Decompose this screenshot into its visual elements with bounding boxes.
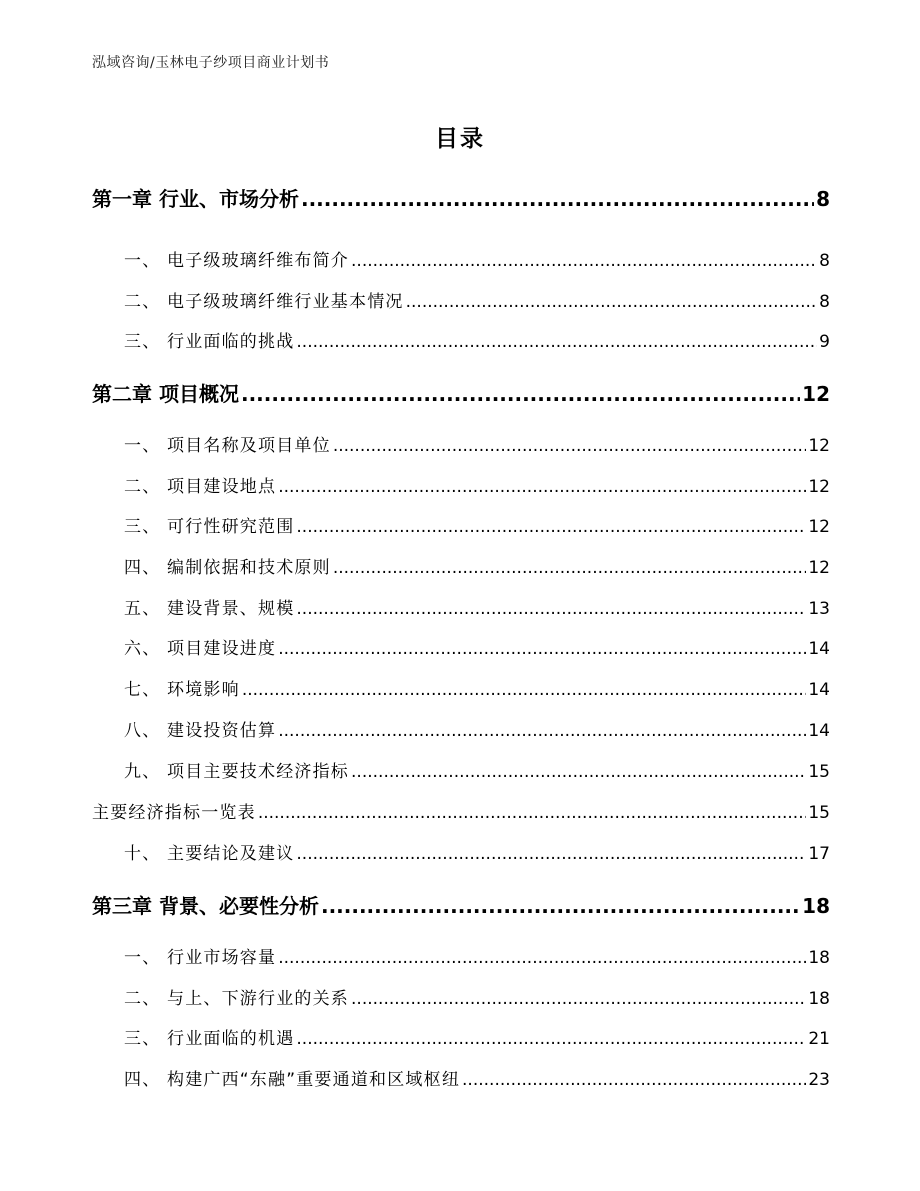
- toc-entry-label: 七、 环境影响: [124, 680, 240, 700]
- toc-entry-chapter-2[interactable]: [92, 378, 830, 407]
- toc-page-number: 14: [808, 680, 830, 700]
- toc-entry-label: 二、 与上、下游行业的关系: [124, 989, 350, 1009]
- toc-entry-section[interactable]: [92, 1065, 830, 1090]
- toc-page-number: 12: [808, 558, 830, 578]
- dot-leader: [301, 187, 814, 211]
- dot-leader: [351, 762, 806, 782]
- toc-page-number: 17: [808, 844, 830, 864]
- toc-page-number: 13: [808, 599, 830, 619]
- toc-entry-label: 主要经济指标一览表: [92, 803, 256, 823]
- toc-entry-section[interactable]: [92, 943, 830, 968]
- toc-entry-section[interactable]: [92, 634, 830, 659]
- toc-page-number: 12: [808, 517, 830, 537]
- dot-leader: [406, 292, 818, 312]
- dot-leader: [258, 803, 807, 823]
- toc-page-number: 9: [819, 332, 830, 352]
- dot-leader: [242, 680, 807, 700]
- dot-leader: [321, 894, 800, 918]
- toc-entry-section[interactable]: [92, 839, 830, 864]
- toc-entry-section[interactable]: [92, 757, 830, 782]
- toc-page-number: 18: [808, 948, 830, 968]
- toc-entry-label: 二、 电子级玻璃纤维行业基本情况: [124, 292, 404, 312]
- toc-entry-label: 第三章 背景、必要性分析: [92, 894, 319, 918]
- toc-entry-label: 一、 项目名称及项目单位: [124, 436, 331, 456]
- dot-leader: [296, 599, 806, 619]
- toc-entry-label: 第二章 项目概况: [92, 382, 239, 406]
- toc-entry-label: 一、 行业市场容量: [124, 948, 277, 968]
- toc-entry-label: 九、 项目主要技术经济指标: [124, 762, 350, 782]
- toc-entry-label: 三、 行业面临的挑战: [124, 332, 295, 352]
- dot-leader: [296, 332, 817, 352]
- toc-page-number: 14: [808, 721, 830, 741]
- dot-leader: [462, 1070, 806, 1090]
- dot-leader: [333, 558, 807, 578]
- dot-leader: [296, 844, 806, 864]
- toc-entry-label: 一、 电子级玻璃纤维布简介: [124, 251, 350, 271]
- toc-page-number: 15: [808, 762, 830, 782]
- toc-entry-section[interactable]: [92, 1024, 830, 1049]
- toc-page-number: 14: [808, 639, 830, 659]
- toc-page-number: 23: [808, 1070, 830, 1090]
- toc-entry-section[interactable]: [92, 675, 830, 700]
- toc-entry-section[interactable]: [92, 553, 830, 578]
- dot-leader: [296, 1029, 806, 1049]
- page-title: 目录: [435, 126, 485, 152]
- dot-leader: [278, 948, 806, 968]
- dot-leader: [278, 477, 806, 497]
- toc-entry-label: 八、 建设投资估算: [124, 721, 277, 741]
- dot-leader: [296, 517, 806, 537]
- toc-entry-section[interactable]: [92, 984, 830, 1009]
- toc-entry-label: 六、 项目建设进度: [124, 639, 277, 659]
- toc-entry-label: 五、 建设背景、规模: [124, 599, 295, 619]
- toc-entry-section[interactable]: [92, 716, 830, 741]
- dot-leader: [241, 382, 800, 406]
- toc-entry-section[interactable]: [92, 512, 830, 537]
- dot-leader: [351, 251, 817, 271]
- toc-page-number: 12: [808, 436, 830, 456]
- toc-page-number: 8: [816, 187, 830, 211]
- toc-entry-section[interactable]: [92, 246, 830, 271]
- toc-entry-label: 三、 可行性研究范围: [124, 517, 295, 537]
- toc-entry-section[interactable]: [92, 431, 830, 456]
- toc-entry-section[interactable]: [92, 287, 830, 312]
- toc-entry-label: 第一章 行业、市场分析: [92, 187, 299, 211]
- toc-entry-label: 四、 构建广西“东融”重要通道和区域枢纽: [124, 1070, 461, 1090]
- toc-entry-section[interactable]: [92, 327, 830, 352]
- toc-entry-label: 三、 行业面临的机遇: [124, 1029, 295, 1049]
- toc-page-number: 8: [819, 292, 830, 312]
- toc-page-number: 12: [808, 477, 830, 497]
- toc-page-number: 12: [802, 382, 830, 406]
- toc-page-number: 15: [808, 803, 830, 823]
- toc-page-number: 8: [819, 251, 830, 271]
- running-header: 泓域咨询/玉林电子纱项目商业计划书: [92, 55, 330, 71]
- toc-entry-section[interactable]: [92, 594, 830, 619]
- dot-leader: [278, 721, 806, 741]
- toc-entry-table[interactable]: [92, 798, 830, 823]
- toc-page-number: 18: [802, 894, 830, 918]
- toc-entry-label: 十、 主要结论及建议: [124, 844, 295, 864]
- toc-entry-label: 二、 项目建设地点: [124, 477, 277, 497]
- toc-page-number: 18: [808, 989, 830, 1009]
- toc-entry-label: 四、 编制依据和技术原则: [124, 558, 331, 578]
- dot-leader: [333, 436, 807, 456]
- dot-leader: [278, 639, 806, 659]
- toc-entry-section[interactable]: [92, 472, 830, 497]
- dot-leader: [351, 989, 806, 1009]
- toc-page-number: 21: [808, 1029, 830, 1049]
- toc-entry-chapter-3[interactable]: [92, 890, 830, 919]
- toc-entry-chapter-1[interactable]: [92, 183, 830, 212]
